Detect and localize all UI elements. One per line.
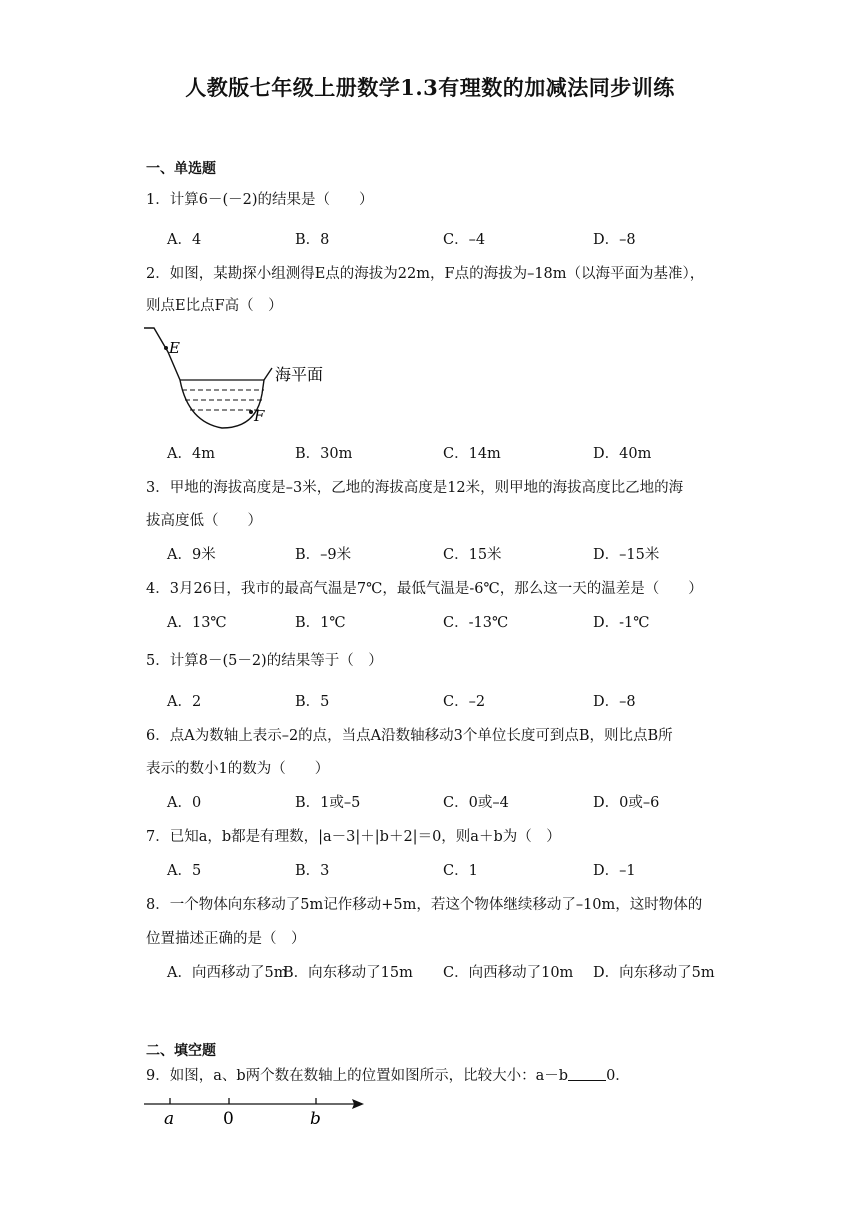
option-d[interactable]: D．–1: [593, 863, 636, 879]
point-e: [164, 346, 168, 350]
option-a[interactable]: A．4: [167, 232, 202, 248]
question-4-options: [167, 613, 727, 633]
option-d[interactable]: D．-1℃: [593, 615, 650, 631]
section-fill-blank: 二、填空题: [146, 1043, 216, 1059]
option-d[interactable]: D．–8: [593, 232, 636, 248]
question-3-line-2: 拔高度低（ ）: [146, 513, 262, 529]
question-2-line-2: 则点E比点F高（ ）: [146, 298, 283, 314]
option-b[interactable]: B．3: [295, 863, 330, 879]
option-b[interactable]: B．30m: [295, 446, 353, 462]
question-5-stem: 5．计算8－(5－2)的结果等于（ ）: [146, 653, 383, 669]
option-c[interactable]: C．14m: [443, 446, 501, 462]
question-5-options: [167, 692, 727, 712]
question-6-options: [167, 793, 727, 813]
page-title: 人教版七年级上册数学1.3有理数的加减法同步训练: [185, 75, 675, 100]
label-e: E: [169, 339, 180, 357]
option-c[interactable]: C．向西移动了10m: [443, 965, 574, 981]
option-a[interactable]: A．9米: [167, 547, 216, 563]
label-a: a: [164, 1109, 175, 1129]
number-line-figure: [140, 1092, 372, 1132]
question-7-stem: 7．已知a，b都是有理数，|a－3|＋|b＋2|＝0，则a＋b为（ ）: [146, 829, 561, 845]
question-2-options: [167, 444, 727, 464]
terrain-outline: [144, 328, 272, 428]
option-c[interactable]: C．-13℃: [443, 615, 509, 631]
option-a[interactable]: A．0: [167, 795, 202, 811]
option-a[interactable]: A．5: [167, 863, 202, 879]
option-a[interactable]: A．13℃: [167, 615, 227, 631]
question-4-stem: 4．3月26日，我市的最高气温是7℃，最低气温是-6℃，那么这一天的温差是（ ）: [146, 581, 703, 597]
option-d[interactable]: D．–8: [593, 694, 636, 710]
question-2-line-1: 2．如图，某勘探小组测得E点的海拔为22m，F点的海拔为–18m（以海平面为基准），: [146, 266, 705, 282]
option-c[interactable]: C．–2: [443, 694, 486, 710]
option-c[interactable]: C．15米: [443, 547, 502, 563]
sea-level-figure: [140, 322, 340, 438]
option-b[interactable]: B．5: [295, 694, 330, 710]
option-a[interactable]: A．向西移动了5m: [167, 965, 288, 981]
answer-blank[interactable]: [568, 1066, 606, 1081]
question-8-options: [167, 963, 727, 983]
question-3-options: [167, 545, 727, 565]
option-c[interactable]: C．1: [443, 863, 478, 879]
question-9-text: 9．如图，a、b两个数在数轴上的位置如图所示，比较大小：a－b: [146, 1068, 569, 1084]
option-a[interactable]: A．2: [167, 694, 202, 710]
question-6-line-2: 表示的数小1的数为（ ）: [146, 761, 330, 777]
question-9-stem: [146, 1066, 726, 1086]
label-sea-level: 海平面: [275, 365, 324, 384]
option-b[interactable]: B．1℃: [295, 615, 346, 631]
option-c[interactable]: C．0或–4: [443, 795, 509, 811]
label-f: F: [254, 407, 265, 425]
option-d[interactable]: D．0或–6: [593, 795, 660, 811]
question-7-options: [167, 861, 727, 881]
question-1-stem: 1．计算6－(－2)的结果是（ ）: [146, 192, 374, 208]
option-b[interactable]: B．向东移动了15m: [283, 965, 413, 981]
question-1-options: [167, 230, 727, 250]
section-single-choice: 一、单选题: [146, 161, 216, 177]
question-8-line-2: 位置描述正确的是（ ）: [146, 931, 306, 947]
option-d[interactable]: D．向东移动了5m: [593, 965, 715, 981]
option-b[interactable]: B．–9米: [295, 547, 352, 563]
point-f: [249, 410, 253, 414]
option-a[interactable]: A．4m: [167, 446, 215, 462]
question-9-tail: 0．: [606, 1068, 630, 1084]
option-c[interactable]: C．–4: [443, 232, 486, 248]
question-8-line-1: 8．一个物体向东移动了5m记作移动+5m，若这个物体继续移动了–10m，这时物体的: [146, 897, 703, 913]
question-3-line-1: 3．甲地的海拔高度是–3米，乙地的海拔高度是12米，则甲地的海拔高度比乙地的海: [146, 480, 684, 496]
label-b: b: [310, 1109, 321, 1129]
option-b[interactable]: B．8: [295, 232, 330, 248]
question-6-line-1: 6．点A为数轴上表示–2的点，当点A沿数轴移动3个单位长度可到点B，则比点B所: [146, 728, 673, 744]
option-d[interactable]: D．40m: [593, 446, 652, 462]
label-zero: 0: [223, 1109, 234, 1129]
option-d[interactable]: D．–15米: [593, 547, 660, 563]
option-b[interactable]: B．1或–5: [295, 795, 361, 811]
